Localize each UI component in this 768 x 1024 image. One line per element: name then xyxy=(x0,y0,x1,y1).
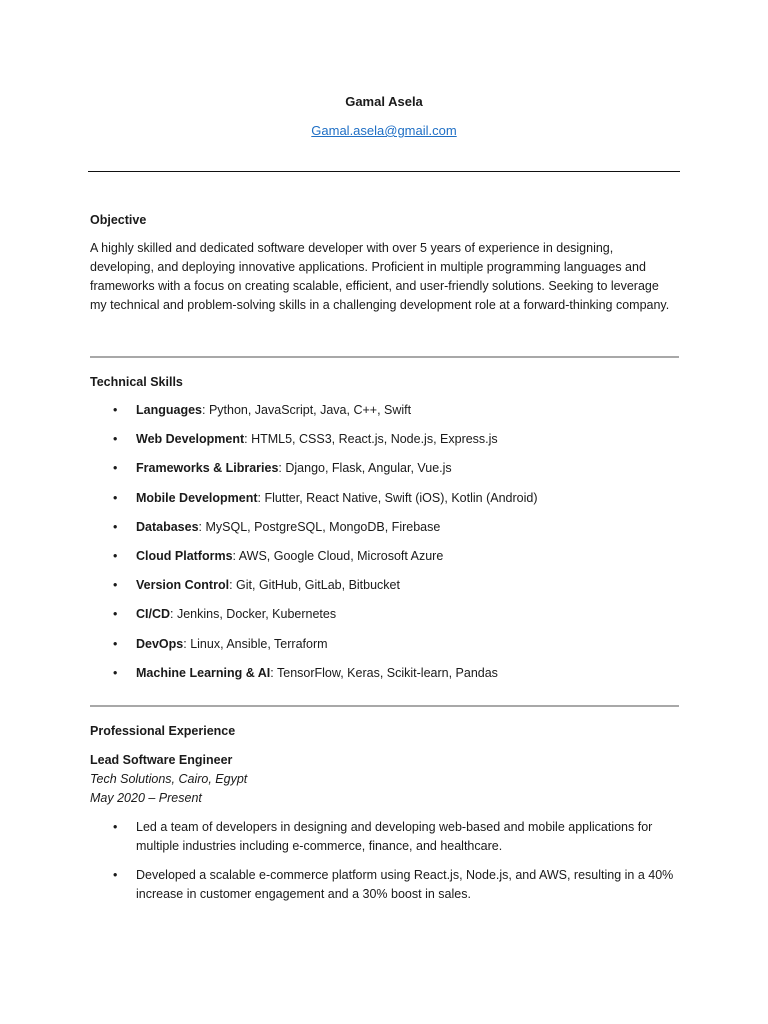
skill-label: Machine Learning & AI xyxy=(136,665,271,680)
duty-text: Developed a scalable e-commerce platform using React.js, Node.js, and AWS, resulting in a 40% increase in customer engagement and a 30% boost in sales. xyxy=(136,868,674,901)
header-divider xyxy=(88,171,680,172)
job-company: Tech Solutions, Cairo, Egypt xyxy=(90,772,248,786)
bullet: • xyxy=(113,636,118,651)
bullet: • xyxy=(113,868,118,882)
skill-label: Languages xyxy=(136,403,202,417)
candidate-name: Gamal Asela xyxy=(345,94,423,109)
skill-label: Web Development xyxy=(136,432,245,447)
bullet: • xyxy=(113,607,118,622)
bullet: • xyxy=(113,490,118,505)
skill-value: : Git, GitHub, GitLab, Bitbucket xyxy=(229,578,400,593)
skill-value: : Django, Flask, Angular, Vue.js xyxy=(278,461,452,476)
duty-item xyxy=(90,818,675,856)
job-duties-list xyxy=(90,818,675,914)
bullet: • xyxy=(113,519,118,534)
bullet: • xyxy=(113,665,118,680)
skill-label: DevOps xyxy=(136,636,184,651)
skill-label: CI/CD xyxy=(136,607,171,622)
duty-item xyxy=(90,866,675,904)
skill-item xyxy=(90,576,675,605)
job-title: Lead Software Engineer xyxy=(90,753,233,767)
skill-value: : TensorFlow, Keras, Scikit-learn, Pandas xyxy=(270,665,498,680)
job-dates: May 2020 – Present xyxy=(90,791,202,805)
skill-item xyxy=(90,664,675,693)
bullet: • xyxy=(113,432,118,447)
bullet: • xyxy=(113,461,118,476)
email-link[interactable]: Gamal.asela@gmail.com xyxy=(311,123,457,138)
technical-skills-heading: Technical Skills xyxy=(90,375,183,389)
duty-text: Led a team of developers in designing and developing web-based and mobile applications for multiple industries including e-commerce, finance, and healthcare. xyxy=(136,820,653,853)
skill-label: Mobile Development xyxy=(136,490,258,505)
bullet: • xyxy=(113,548,118,563)
objective-heading: Objective xyxy=(90,213,147,227)
technical-skills-list xyxy=(90,401,675,693)
skill-item xyxy=(90,635,675,664)
skill-label: Frameworks & Libraries xyxy=(136,461,279,476)
skill-item xyxy=(90,459,675,488)
bullet: • xyxy=(113,820,118,834)
skill-label: Cloud Platforms xyxy=(136,548,233,563)
bullet: • xyxy=(113,403,118,417)
skill-value: : HTML5, CSS3, React.js, Node.js, Express.js xyxy=(244,432,498,447)
skill-item xyxy=(90,547,675,576)
skill-label: Databases xyxy=(136,519,199,534)
objective-text: A highly skilled and dedicated software developer with over 5 years of experience in designing, developing, and deploying innovative applications. Proficient in multiple programming languages and frameworks with a focus on creating scalable, efficient, and user-friendly solutions. Seeking to leverage my technical and problem-solving skills in a challenging development role at a forward-thinking company. xyxy=(90,241,670,312)
skill-value: : Flutter, React Native, Swift (iOS), Kotlin (Android) xyxy=(257,490,538,505)
section-divider xyxy=(90,356,679,358)
skill-value: : MySQL, PostgreSQL, MongoDB, Firebase xyxy=(198,519,441,534)
skill-value: : AWS, Google Cloud, Microsoft Azure xyxy=(232,548,444,563)
section-divider xyxy=(90,705,679,707)
skill-item xyxy=(90,605,675,634)
skill-item xyxy=(90,518,675,547)
skill-value: : Linux, Ansible, Terraform xyxy=(183,636,328,651)
skill-value: : Python, JavaScript, Java, C++, Swift xyxy=(202,403,412,417)
experience-heading: Professional Experience xyxy=(90,724,236,738)
skill-item xyxy=(90,401,675,430)
skill-item xyxy=(90,430,675,459)
skill-item xyxy=(90,489,675,518)
skill-value: : Jenkins, Docker, Kubernetes xyxy=(170,607,337,622)
email-line xyxy=(90,122,678,140)
bullet: • xyxy=(113,578,118,593)
skill-label: Version Control xyxy=(136,578,230,593)
